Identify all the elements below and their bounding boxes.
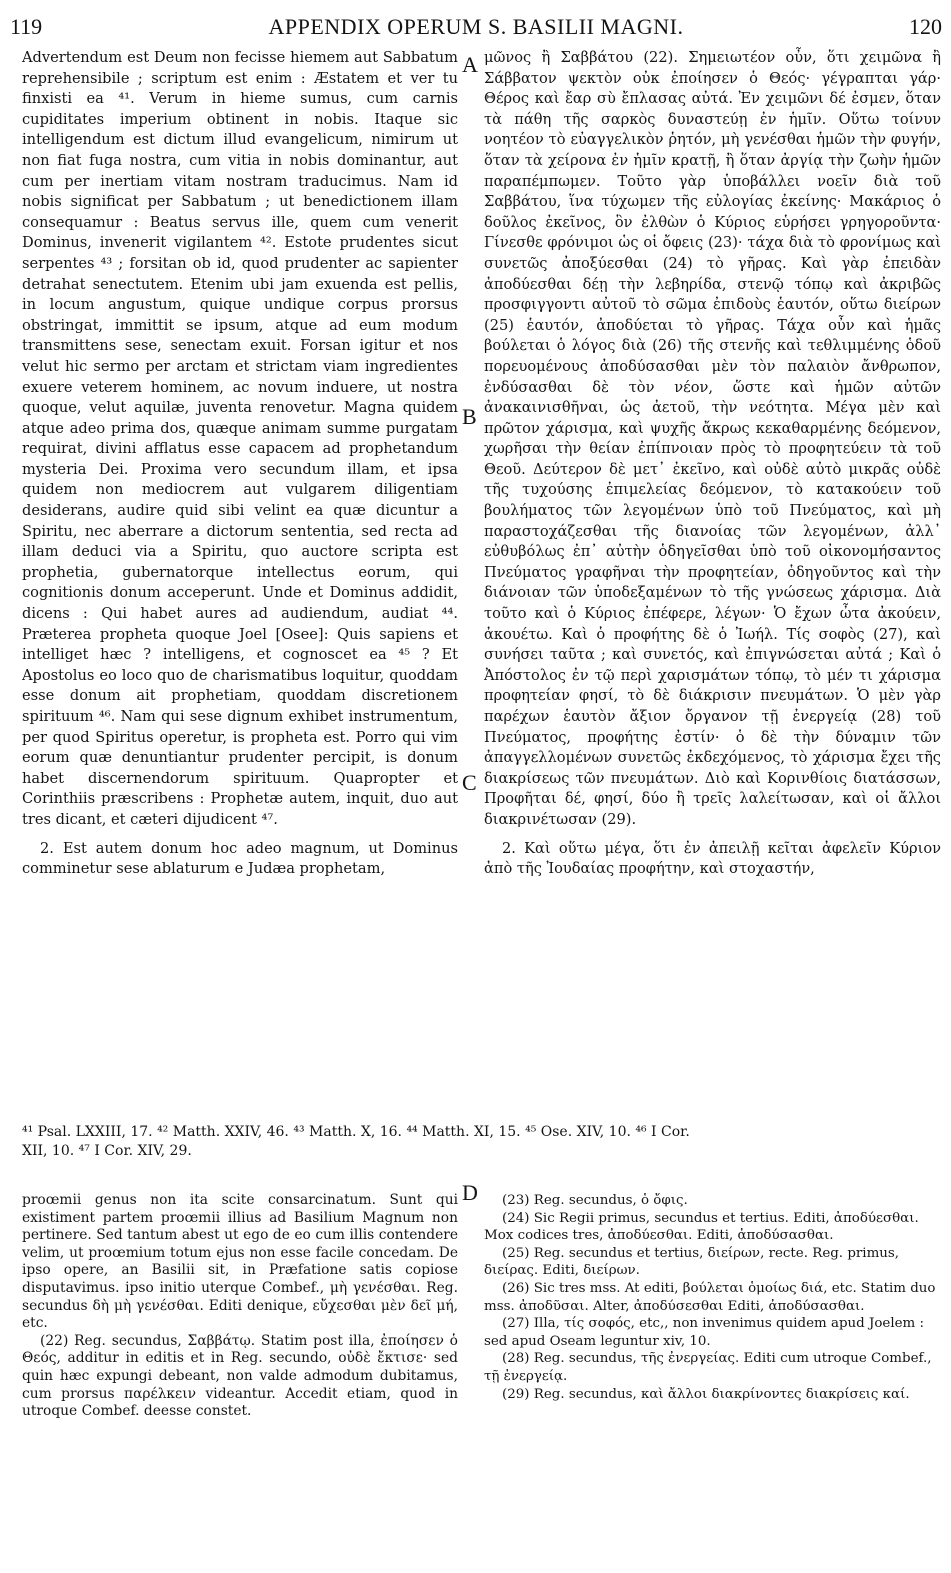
latin-paragraph-2: 2. Est autem donum hoc adeo magnum, ut Dominus comminetur sese ablaturum e Judæa prophetam, <box>22 839 458 878</box>
running-header <box>10 14 942 44</box>
footnote-line: XII, 10. ⁴⁷ I Cor. XIV, 29. <box>22 1143 192 1159</box>
latin-paragraph: Advertendum est Deum non fecisse hiemem aut Sabbatum reprehensibile ; scriptum est enim : Æstatem et ver tu finxisti ea ⁴¹. Verum in hieme sumus, cum carnis cupiditates imperium obtinent in nobis. Itaque sic intelligendum est dictum illud evangelicum, nimirum ut non fiat fuga nostra, cum vitia in nobis dominantur, aut cum per inertiam vitam nostram traducimus. Nam id nobis significat per Sabbatum ; ut benedictionem illam consequamur : Beatus servus ille, quem cum venerit Dominus, invenerit vigilantem ⁴². Estote prudentes sicut serpentes ⁴³ ; forsitan ob id, quod prudenter ac sapienter detrahat senectutem. Etenim ubi jam exuenda est pellis, in locum angustum, quique undique corpus prorsus obstringat, immittit se ipsum, atque ad eum modum transmittens sese, senectam exuit. Forsan igitur et nos velut hic sermo per arctam et strictam viam ingredientes exuere veterem hominem, ac novum induere, ut nostra quoque, velut aquilæ, juventa renovetur. Magna quidem atque adeo prima dos, quæque animam summe purgatam requirat, divini afflatus esse capacem ad prophetandum mysteria Dei. Proxima vero secundum illam, et ipsa quidem non mediocrem aut vulgarem diligentiam desiderans, audire quid sibi velint ea quæ dicuntur a Spiritu, nec aberrare a dictorum sententia, sed recta ad illam deduci via a Spiritu, quo auctore scripta est prophetia, gubernatorque intellectus eorum, qui cognitionis donum acceperunt. Unde et Dominus addidit, dicens : Qui habet aures ad audiendum, audiat ⁴⁴. Præterea propheta quoque Joel [Osee]: Quis sapiens et intelliget hæc ? intelligens, et cognoscet ea ⁴⁵ ? Et Apostolus eo loco quo de charismatibus loquitur, quoddam esse donum ait prophetiam, quoddam discretionem spirituum ⁴⁶. Nam qui sese dignum exhibet instrumentum, per quod Spiritus operetur, is propheta est. Porro qui vim eorum quæ denuntiantur prudenter percipit, is donum habet discernendorum spirituum. Quapropter et Corinthiis præscribens : Prophetæ autem, inquit, duo aut tres dicant, et cæteri dijudicent ⁴⁷. <box>22 49 458 828</box>
page-number-right: 120 <box>909 14 942 39</box>
note-item: (28) Reg. secundus, τῆς ἐνεργείας. Editi cum utroque Combef., τῇ ἐνεργείᾳ. <box>484 1351 932 1384</box>
editor-notes-right <box>484 1192 941 1403</box>
scripture-footnotes <box>22 1123 941 1161</box>
note-paragraph: (22) Reg. secundus, Σαββάτῳ. Statim post illa, ἐποίησεν ὁ Θεός, additur in editis et in Reg. secundo, οὐδὲ ἔκτισε· sed quin hæc expungi debeant, non valde admodum dubitamus, cum prorsus παρέλκειν videantur. Accedit etiam, quod in utroque Combef. deesse constet. <box>22 1332 458 1420</box>
margin-marker-c: C <box>462 770 477 795</box>
note-item: (23) Reg. secundus, ὁ ὄφις. <box>502 1193 688 1208</box>
greek-paragraph-2: 2. Καὶ οὕτω μέγα, ὅτι ἐν ἀπειλῇ κεῖται ἀφελεῖν Κύριον ἀπὸ τῆς Ἰουδαίας προφήτην, καὶ στοχαστήν, <box>484 839 941 878</box>
greek-paragraph: μῶνος ἢ Σαββάτου (22). Σημειωτέον οὖν, ὅτι χειμῶνα ἢ Σάββατον ψεκτὸν οὐκ ἐποίησεν ὁ Θεός· γέγραπται γάρ· Θέρος καὶ ἔαρ σὺ ἔπλασας αὐτά. Ἐν χειμῶνι δέ ἐσμεν, ὅταν τὰ πάθη τῆς σαρκὸς δυναστεύῃ ἐν ἡμῖν. Οὕτω τοίνυν νοητέον τὸ εὐαγγελικὸν ῥητόν, μὴ γενέσθαι ἡμῶν τὴν φυγήν, ὅταν τὰ χείρονα ἐν ἡμῖν κρατῇ, ἢ ὅταν ἀργίᾳ τὴν ζωὴν ἡμῶν παραπέμπωμεν. Τοῦτο γὰρ ὑποβάλλει νοεῖν διὰ τοῦ Σαββάτου, ἵνα τύχωμεν τῆς εὐλογίας ἐκείνης· Μακάριος ὁ δοῦλος ἐκεῖνος, ὃν ἐλθὼν ὁ Κύριος εὑρήσει γρηγοροῦντα· Γίνεσθε φρόνιμοι ὡς οἱ ὄφεις (23)· τάχα διὰ τὸ φρονίμως καὶ συνετῶς ἀποξύεσθαι (24) τὸ γῆρας. Καὶ γὰρ ἐπειδὰν ἀποδύεσθαι δέῃ τὴν λεβηρίδα, στενῷ τόπῳ καὶ ἀκριβῶς προσφιγγοντι αὐτοῦ τὸ σῶμα ἐπιδοὺς ἑαυτόν, οὕτω διείρων (25) ἑαυτόν, ἀποδύεται τὸ γῆρας. Τάχα οὖν καὶ ἡμᾶς βούλεται ὁ λόγος διὰ (26) τῆς στενῆς καὶ τεθλιμμένης ὁδοῦ πορευομένους ἀποδύσασθαι μὲν τὸν παλαιὸν ἄνθρωπον, ἐνδύσασθαι δὲ τὸν νέον, ὥστε καὶ ἡμῶν αὐτῶν ἀνακαινισθῆναι, ὡς ἀετοῦ, τὴν νεότητα. Μέγα μὲν καὶ πρῶτον χάρισμα, καὶ ψυχῆς ἄκρως κεκαθαρμένης δεόμενον, χωρῆσαι τὴν θείαν ἐπίπνοιαν πρὸς τὸ προφητεύειν τὰ τοῦ Θεοῦ. Δεύτερον δὲ μετ᾽ ἐκεῖνο, καὶ οὐδὲ αὐτὸ μικρᾶς οὐδὲ τῆς τυχούσης ἐπιμελείας δεόμενον, τὸ κατακούειν τοῦ βουλήματος τῶν λεγομένων ὑπὸ τοῦ Πνεύματος, καὶ μὴ παραστοχάζεσθαι τῆς διανοίας τῶν λεγομένων, ἀλλ᾽ εὐθυβόλως ἐπ᾽ αὐτὴν ὁδηγεῖσθαι ὑπὸ τοῦ οἰκονομήσαντος Πνεύματος γραφῆναι τὴν προφητείαν, ὁδηγοῦντος καὶ τὴν διάνοιαν τῶν ὑποδεξαμένων τὸ τῆς γνώσεως χάρισμα. Διὰ τοῦτο καὶ ὁ Κύριος ἐπέφερε, λέγων· Ὁ ἔχων ὦτα ἀκούειν, ἀκουέτω. Καὶ ὁ προφήτης δὲ ὁ Ἰωήλ. Τίς σοφὸς (27), καὶ συνήσει ταῦτα ; καὶ συνετός, καὶ ἐπιγνώσεται αὐτά ; Καὶ ὁ Ἀπόστολος ἐν τῷ περὶ χαρισμάτων τόπῳ, τὸ μέν τι χάρισμα προφητείαν φησί, τὸ δὲ διάκρισιν πνευμάτων. Ὁ μὲν γὰρ παρέχων ἑαυτὸν ἄξιον ὄργανον τῇ ἐνεργείᾳ (28) τοῦ Πνεύματος, προφήτης ἐστίν· ὁ δὲ τὴν δύναμιν τῶν ἀπαγγελλομένων συνετῶς ἐκδεχόμενος, τὸ χάρισμα ἔχει τῆς διακρίσεως τῶν πνευμάτων. Διὸ καὶ Κορινθίοις διατάσσων, Προφῆται δέ, φησί, δύο ἢ τρεῖς λαλείτωσαν, καὶ οἱ ἄλλοι διακρινέτωσαν (29). <box>484 49 941 828</box>
note-item: (24) Sic Regii primus, secundus et tertius. Editi, ἀποδύεσθαι. Mox codices tres, ἀποδύεσθαι. Editi, ἀποδύσασθαι. <box>484 1210 919 1244</box>
running-title: APPENDIX OPERUM S. BASILII MAGNI. <box>268 14 684 39</box>
latin-column <box>22 48 458 880</box>
margin-marker-d: D <box>462 1180 478 1205</box>
margin-marker-b: B <box>462 404 477 429</box>
note-item: (27) Illa, τίς σοφός, etc,, non invenimus quidem apud Joelem : sed apud Oseam leguntur xiv, 10. <box>484 1316 925 1349</box>
note-item: (25) Reg. secundus et tertius, διείρων, recte. Reg. primus, διείρας. Editi, διείρων. <box>484 1245 900 1279</box>
greek-column <box>484 48 941 880</box>
note-item: (26) Sic tres mss. At editi, βούλεται ὁμοίως διά, etc. Statim duo mss. ἀποδῦσαι. Alter, ἀποδύσεσθαι Editi, ἀποδύσασθαι. <box>484 1280 936 1314</box>
note-item: (29) Reg. secundus, καὶ ἄλλοι διακρίνοντες διακρίσεις καί. <box>502 1386 910 1402</box>
page-number-left: 119 <box>10 14 43 39</box>
note-paragraph: proœmii genus non ita scite consarcinatum. Sunt qui existiment partem proœmii illius ad Basilium Magnum non pertinere. Sed tantum abest ut ego de eo cum illis contendere velim, ut proœmium totum ejus non esse facile concedam. De ipso opere, an Basilii sit, in Præfatione satis copiose disputavimus. ipso initio uterque Combef., μὴ γενέσθαι. Reg. secundus δὴ μὴ γενέσθαι. Editi denique, εὔχεσθαι μὲν δεῖ μή, etc. <box>22 1192 458 1332</box>
footnote-line: ⁴¹ Psal. LXXIII, 17. ⁴² Matth. XXIV, 46. ⁴³ Matth. X, 16. ⁴⁴ Matth. XI, 15. ⁴⁵ Ose. XIV, 10. ⁴⁶ I Cor. <box>22 1124 690 1140</box>
editor-notes-left <box>22 1192 458 1421</box>
margin-marker-a: A <box>462 52 478 77</box>
